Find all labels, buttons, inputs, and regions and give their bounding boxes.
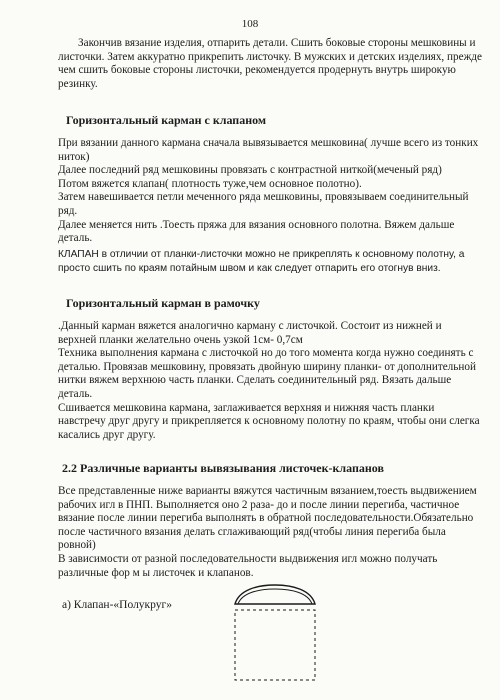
paragraph: При вязании данного кармана сначала вывязывается мешковина( лучше всего из тонких ниток): [58, 137, 479, 163]
section1-body: [58, 137, 482, 246]
paragraph: Потом вяжется клапан( плотность туже,чем основное полотно).: [58, 177, 362, 190]
section2-body: [58, 320, 482, 442]
section3-body: [58, 485, 482, 580]
section-heading-pocket-flap: Горизонтальный карман с клапаном: [66, 113, 267, 127]
pocket-outline: [235, 610, 315, 680]
paragraph: В зависимости от разной последовательности выдвижения игл можно получать различные фор м ы листочек и клапанов.: [58, 552, 438, 579]
intro-paragraph: Закончив вязание изделия, отпарить детали. Сшить боковые стороны мешковины и листочки. Затем аккуратно прикрепить листочку. В мужских и детских изделиях, прежде чем сшить боковые стороны листочки, рекомендуется продернуть внутрь широкую резинку.: [58, 37, 482, 90]
flap-note: КЛАПАН в отличии от планки-листочки можно не прикреплять к основному полотну, а просто сшить по краям потайным швом и как следует отпарить его отогнув вниз.: [58, 249, 465, 274]
paragraph: .Данный карман вяжется аналогично карману с листочкой. Состоит из нижней и верхней планки желательно очень узкой 1см- 0,7см: [58, 320, 442, 346]
intro-block: [58, 37, 482, 91]
paragraph: Сшивается мешковина кармана, заглаживается верхняя и нижняя часть планки навстречу друг другу и прикрепляется к основному полотну по краям, чтобы они слегка касались друг другу.: [58, 401, 480, 441]
paragraph: Далее последний ряд мешковины провязать с контрастной ниткой(меченый ряд): [58, 164, 442, 177]
figure-label: а) Клапан-«Полукруг»: [62, 599, 172, 611]
semicircle-flap-figure: [225, 580, 325, 684]
section-heading-variants: 2.2 Различные варианты вывязывания листочек-клапанов: [62, 461, 384, 475]
paragraph: Затем навешивается петли меченного ряда мешковины, провязываем соединительный ряд.: [58, 191, 469, 217]
paragraph: Далее меняется нить .Тоесть пряжа для вязания основного полотна. Вяжем дальше деталь.: [58, 218, 455, 245]
paragraph: Все представленные ниже варианты вяжутся частичным вязанием,тоесть выдвижением рабочих игл в ПНП. Выполняется оно 2 раза- до и после линии перегиба, частичное вязание после линии перегиба выполнять в обратной последовательности.Обязательно после частичного вязания делать сглаживающий ряд(чтобы линия перегиба была ровной): [58, 485, 477, 552]
flap-inner-outline: [238, 589, 312, 604]
section-heading-frame-pocket: Горизонтальный карман в рамочку: [66, 296, 260, 310]
page-number: 108: [241, 18, 259, 30]
paragraph: Техника выполнения кармана с листочкой но до того момента когда нужно соединять с деталью. Провязав мешковину, провязать двойную ширину планки- от дополнительной нитки вяжем верхнюю часть планки. Сделать соединительный ряд. Вязать дальше деталь.: [58, 347, 476, 400]
